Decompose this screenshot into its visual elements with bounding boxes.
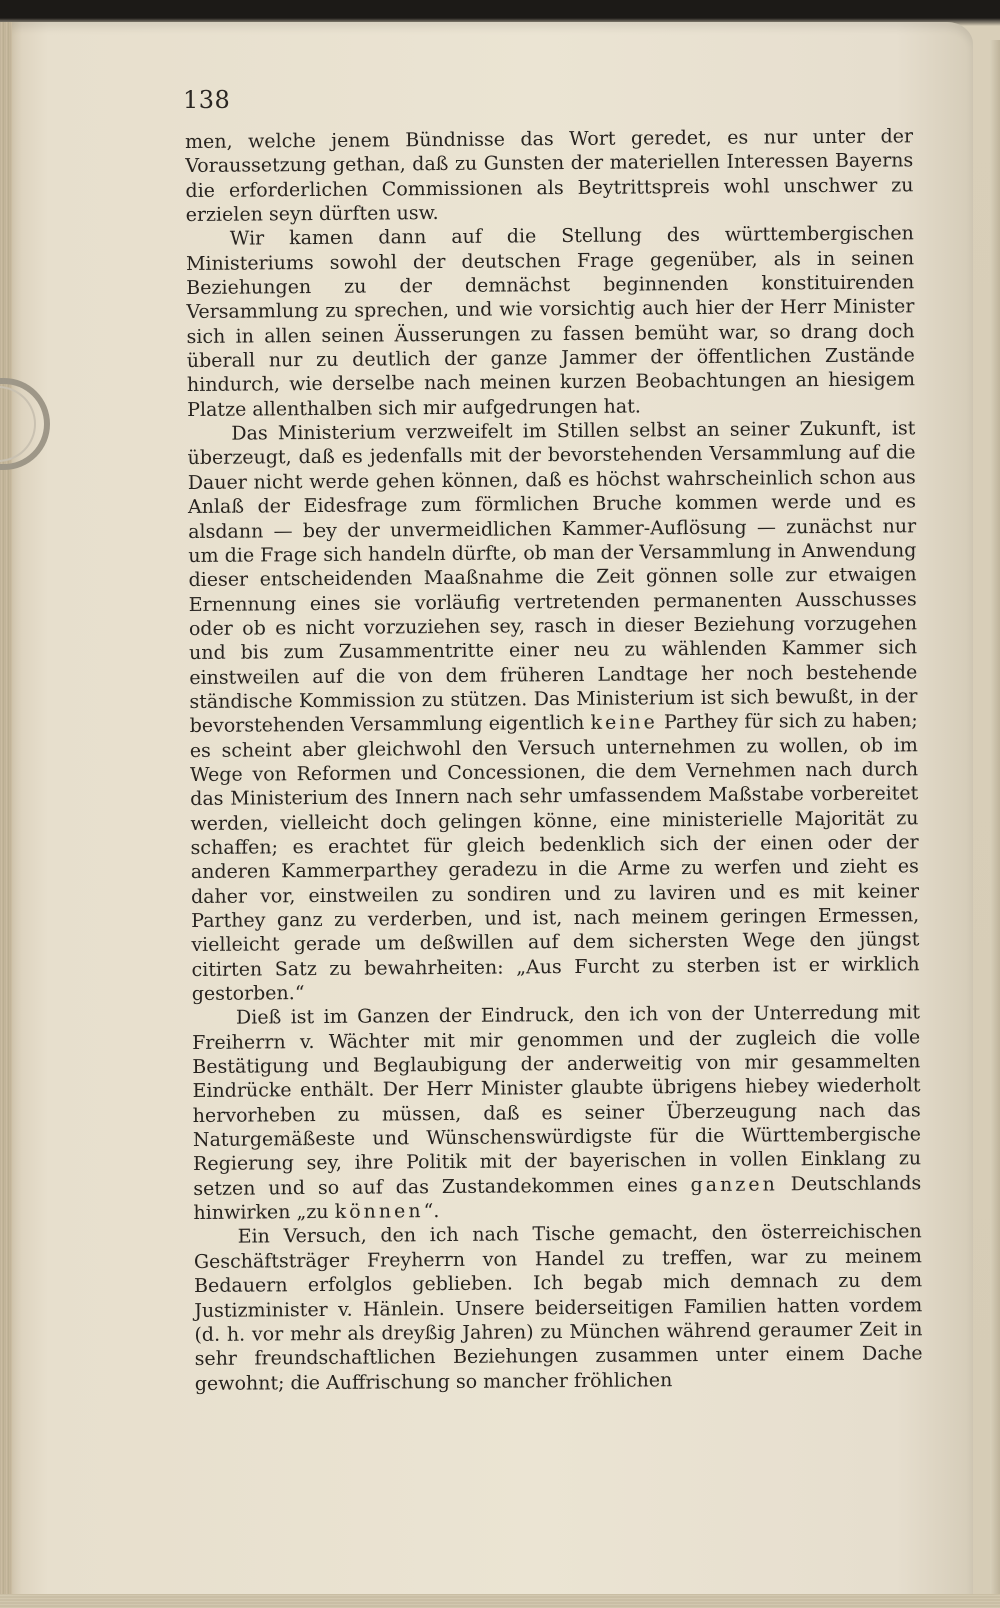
- paragraph-3: [187, 416, 920, 1006]
- paragraph-3-continued: Parthey für sich zu haben; es scheint aber gleichwohl den Versuch unternehmen zu wollen, ob im Wege von Reformen und Concessionen, die dem Vernehmen nach durch das Ministerium des Innern nach sehr umfassendem Maßstabe vorbereitet werden, vielleicht doch gelingen könne, eine ministerielle Majorität zu schaffen; es erachtet für gleich bedenklich sich der einen oder der anderen Kammerparthey geradezu in die Arme zu werfen und zieht es daher vor, einstweilen zu sondiren und zu laviren und es mit keiner Parthey ganz zu verderben, und ist, nach meinem geringen Ermessen, vielleicht gerade um deßwillen auf dem sichersten Wege den jüngst citirten Satz zu bewahrheiten: „Aus Furcht zu sterben ist er wirklich gestorben.“: [189, 709, 920, 1006]
- paragraph-5: Ein Versuch, den ich nach Tische gemacht, den österreichischen Geschäftsträger Freyherrn von Handel zu treffen, war zu meinem Bedauern erfolglos geblieben. Ich begab mich demnach zu dem Justizminister v. Hänlein. Unsere beiderseitigen Familien hatten vordem (d. h. vor mehr als dreyßig Jahren) zu München während geraumer Zeit in sehr freundschaftlichen Beziehungen zusammen unter einem Dache gewohnt; die Auffrischung so mancher fröhlichen: [193, 1220, 923, 1395]
- paragraph-3-text: Das Ministerium verzweifelt im Stillen selbst an seiner Zukunft, ist überzeugt, daß es jedenfalls mit der bevorstehenden Versammlung auf die Dauer nicht werde gehen können, daß es höchst wahrscheinlich schon aus Anlaß der Eidesfrage zum förmlichen Bruche kommen werde und es alsdann — bey der unvermeidlichen Kammer-Auflösung — zunächst nur um die Frage sich handeln dürfte, ob man der Versammlung in Anwendung dieser entscheidenden Maaßnahme die Zeit gönnen solle zur etwaigen Ernennung eines sie vorläufig vertretenden permanenten Ausschusses oder ob es nicht vorzuziehen sey, rasch in dieser Beziehung vorzugehen und bis zum Zusammentritte einer neu zu wählenden Kammer sich einstweilen auf die von dem früheren Landtage her noch bestehende ständische Kommission zu stützen. Das Ministerium ist sich bewußt, in der bevorstehenden Versammlung eigentlich: [187, 417, 918, 738]
- paragraph-4: [192, 1001, 922, 1226]
- paragraph-4-text: Dieß ist im Ganzen der Eindruck, den ich von der Unterredung mit Freiherrn v. Wächter mit mir genommen und der zugleich die volle Bestätigung und Beglaubigung der anderweitig von mir gesammelten Eindrücke enthält. Der Herr Minister glaubte übrigens hiebey wiederholt hervorheben zu müssen, daß es seiner Überzeugung nach das Naturgemäßeste und Wünschenswürdigste für die Württembergische Regierung sey, ihre Politik mit der bayerischen in vollen Einklang zu setzen und so auf das Zustandekommen eines: [192, 1001, 922, 1200]
- page-stack-edge: [0, 22, 12, 1608]
- emphasis-keine: keine: [590, 711, 658, 735]
- closing-quote: “.: [423, 1200, 440, 1223]
- paragraph-1: men, welche jenem Bündnisse das Wort geredet, es nur unter der Voraussetzung gethan, daß zu Gunsten der materiellen Interessen Bayerns die erforderlichen Commissionen als Beytrittspreis wohl unschwer zu erzielen seyn dürften usw.: [185, 125, 914, 227]
- emphasis-ganzen: ganzen: [690, 1173, 778, 1196]
- paragraph-4-continued: Deutschlands hinwirken „zu: [193, 1172, 922, 1225]
- page-number: 138: [183, 86, 231, 114]
- page-right-edge: [990, 40, 1000, 1608]
- paragraph-2: Wir kamen dann auf die Stellung des württembergischen Ministeriums sowohl der deutschen Frage gegenüber, als in seinen Beziehungen zu der demnächst beginnenden konstituirenden Versammlung zu sprechen, und wie vorsichtig auch hier der Herr Minister sich in allen seinen Äusserungen zu fassen bemüht war, so drang doch überall nur zu deutlich der ganze Jammer der öffentlichen Zustände hindurch, wie derselbe nach meinen kurzen Beobachtungen an hiesigem Platze allenthalben sich mir aufgedrungen hat.: [185, 222, 916, 421]
- body-text: [185, 124, 923, 1396]
- emphasis-koennen: können: [334, 1200, 424, 1223]
- page-bottom-edge: [0, 1594, 1000, 1608]
